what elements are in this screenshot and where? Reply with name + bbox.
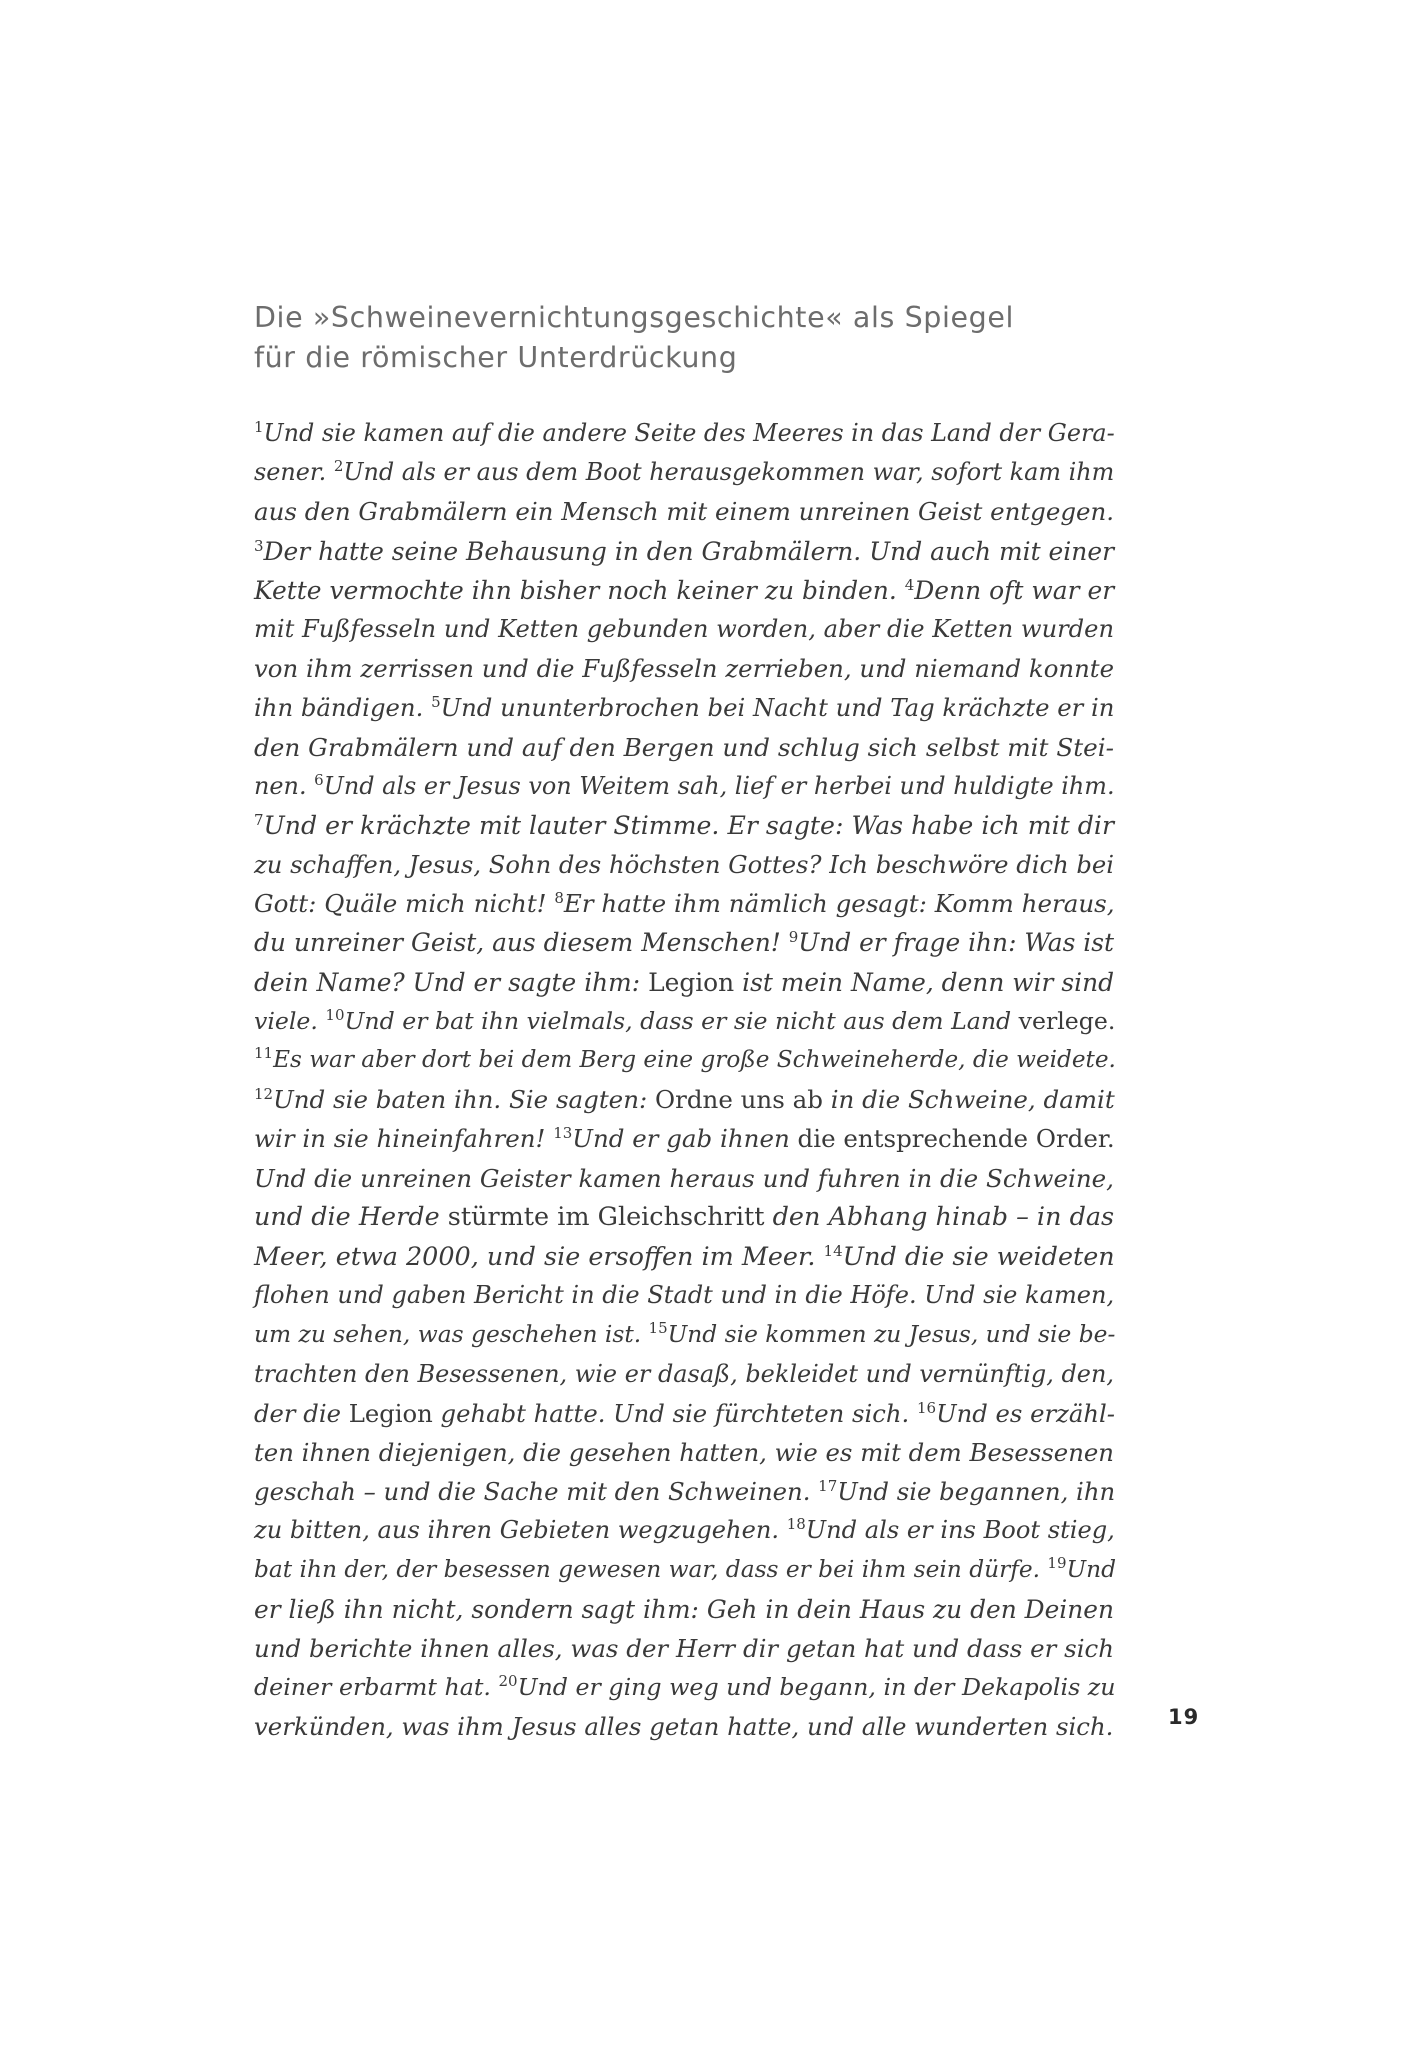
passage-line <box>254 688 1114 727</box>
passage-line <box>254 649 1114 688</box>
italic-text: Gott: Quäle mich nicht! <box>254 889 555 919</box>
italic-text: von ihm zerrissen und die Fußfesseln zerrieben, und niemand konnte <box>254 654 1114 684</box>
upright-text: Ordne uns ab <box>655 1085 823 1115</box>
italic-text: den Abhang hinab – in das <box>764 1201 1115 1232</box>
verse-number: 10 <box>325 1005 345 1024</box>
italic-text: der die <box>254 1398 349 1428</box>
verse-number: 1 <box>254 418 264 436</box>
passage-line <box>254 1668 1114 1707</box>
italic-text: sener. <box>254 458 334 487</box>
italic-text: Und <box>1066 1556 1117 1584</box>
upright-text: stürmte im Gleichschritt <box>447 1201 765 1232</box>
passage-line <box>254 1511 1114 1550</box>
verse-number: 14 <box>823 1241 843 1260</box>
italic-text: Der hatte seine Behausung in den Grabmälern. Und auch mit einer <box>263 536 1114 566</box>
italic-text: nen. <box>254 771 315 800</box>
verse-number: 6 <box>314 770 324 789</box>
italic-text: gehabt hatte. Und sie fürchteten sich. <box>432 1398 917 1428</box>
italic-text: Und sie kommen zu Jesus, und sie be- <box>667 1320 1116 1349</box>
passage-line <box>254 571 1114 610</box>
verse-number: 19 <box>1047 1554 1067 1573</box>
italic-text: Und als er Jesus von Weitem sah, lief er herbei und huldigte ihm. <box>323 771 1115 800</box>
italic-text: Meer, etwa 2000, und sie ersoffen im Meer. <box>254 1240 824 1271</box>
passage-line <box>254 1707 1114 1746</box>
verse-number: 15 <box>648 1319 668 1338</box>
italic-text: Und sie begannen, ihn <box>837 1477 1116 1507</box>
italic-text: Und sie kamen auf die andere Seite des Meeres in das Land der Gera- <box>263 419 1115 447</box>
italic-text: Und als er aus dem Boot herausgekommen war, sofort kam ihm <box>343 458 1115 487</box>
passage-line <box>254 1394 1114 1433</box>
italic-text: zu bitten, aus ihren Gebieten wegzugehen. <box>254 1516 787 1545</box>
passage-line <box>254 923 1114 962</box>
italic-text: ist mein Name, denn wir sind <box>734 967 1114 997</box>
passage-line <box>254 610 1114 649</box>
passage-line <box>254 1355 1114 1394</box>
passage-line <box>254 728 1114 767</box>
italic-text: und die Herde <box>254 1201 448 1232</box>
italic-text: ihn bändigen. <box>254 693 432 723</box>
italic-text: wir in sie hineinfahren! <box>254 1124 554 1154</box>
verse-number: 20 <box>498 1672 518 1690</box>
verse-number: 11 <box>254 1044 274 1062</box>
passage-line <box>254 1433 1114 1472</box>
passage-line <box>254 1002 1114 1041</box>
italic-text: Und ununterbrochen bei Nacht und Tag krächzte er in <box>440 693 1115 723</box>
verse-number: 5 <box>431 693 441 712</box>
italic-text: Denn oft war er <box>914 575 1115 605</box>
italic-text: zu schaffen, Jesus, Sohn des höchsten Gottes? Ich beschwöre dich bei <box>254 850 1115 880</box>
upright-text: verlege. <box>1018 1006 1116 1035</box>
passage-line <box>254 532 1114 571</box>
verse-number: 17 <box>818 1477 838 1496</box>
italic-text: um zu sehen, was geschehen ist. <box>254 1320 649 1349</box>
passage-line <box>254 884 1114 923</box>
italic-text: verkünden, was ihm Jesus alles getan hatte, und alle wunderten sich. <box>254 1712 1114 1742</box>
italic-text: Und er frage ihn: Was ist <box>798 928 1114 958</box>
italic-text: deiner erbarmt hat. <box>254 1673 499 1701</box>
verse-number: 12 <box>254 1085 274 1104</box>
italic-text: bat ihn der, der besessen gewesen war, dass er bei ihm sein dürfe. <box>254 1556 1048 1584</box>
passage-line <box>254 492 1114 531</box>
passage-line <box>254 806 1114 845</box>
italic-text: Und er krächzte mit lauter Stimme. Er sagte: Was habe ich mit dir <box>263 810 1114 840</box>
passage-line <box>254 845 1114 884</box>
section-heading-line-2: für die römischer Unterdrückung <box>254 341 738 374</box>
italic-text: Und er gab ihnen <box>572 1124 798 1154</box>
italic-text: er ließ ihn nicht, sondern sagt ihm: Geh in dein Haus zu den Deinen <box>254 1594 1114 1624</box>
italic-text: den Grabmälern und auf den Bergen und schlug sich selbst mit Stei- <box>254 732 1114 762</box>
verse-number: 9 <box>788 928 799 947</box>
italic-text: aus den Grabmälern ein Mensch mit einem unreinen Geist entgegen. <box>254 497 1115 527</box>
passage-line <box>254 1237 1114 1276</box>
italic-text: viele. <box>254 1006 326 1035</box>
passage-line <box>254 1629 1114 1668</box>
scripture-passage <box>254 414 1117 1746</box>
italic-text: und berichte ihnen alles, was der Herr dir getan hat und dass er sich <box>254 1633 1114 1663</box>
passage-line <box>254 1315 1114 1354</box>
passage-line <box>254 1159 1114 1198</box>
italic-text: du unreiner Geist, aus diesem Menschen! <box>254 928 789 958</box>
passage-line <box>254 767 1114 806</box>
italic-text: Und die sie weideten <box>842 1240 1115 1271</box>
page-number: 19 <box>1168 1705 1200 1729</box>
italic-text: Kette vermochte ihn bisher noch keiner zu binden. <box>254 575 905 605</box>
passage-line <box>254 1080 1114 1119</box>
italic-text: flohen und gaben Bericht in die Stadt und in die Höfe. Und sie kamen, <box>254 1281 1115 1310</box>
italic-text: Und es erzähl- <box>936 1398 1115 1428</box>
passage-line <box>254 1550 1117 1589</box>
passage-line <box>254 453 1114 492</box>
passage-line <box>254 963 1114 1002</box>
verse-number: 2 <box>333 457 344 476</box>
upright-text: Legion <box>648 967 735 997</box>
verse-number: 3 <box>254 536 264 555</box>
italic-text: in die Schweine, damit <box>822 1085 1115 1115</box>
italic-text: Und als er ins Boot stieg, <box>805 1516 1115 1545</box>
verse-number: 13 <box>553 1124 573 1143</box>
passage-line <box>254 1472 1114 1511</box>
passage-line <box>254 1119 1114 1158</box>
italic-text: Es war aber dort bei dem Berg eine große Schweineherde, die weidete. <box>273 1047 1116 1073</box>
italic-text: geschah – und die Sache mit den Schweinen. <box>254 1477 819 1507</box>
upright-text: Legion <box>348 1398 433 1428</box>
italic-text: Und er ging weg und begann, in der Dekapolis zu <box>517 1673 1116 1701</box>
italic-text: Er hatte ihm nämlich gesagt: Komm heraus, <box>563 889 1115 919</box>
passage-line <box>254 414 1114 453</box>
verse-number: 4 <box>904 575 915 594</box>
verse-number: 16 <box>917 1398 937 1417</box>
section-heading-line-1: Die »Schweinevernichtungsgeschichte« als Spiegel <box>254 301 1014 334</box>
upright-text: die entsprechende Order. <box>797 1124 1115 1154</box>
passage-line <box>254 1041 1114 1080</box>
section-heading <box>254 298 1154 378</box>
verse-number: 8 <box>554 889 564 908</box>
italic-text: ten ihnen diejenigen, die gesehen hatten, wie es mit dem Besessenen <box>254 1437 1114 1467</box>
passage-line <box>254 1276 1114 1315</box>
italic-text: Und die unreinen Geister kamen heraus und fuhren in die Schweine, <box>254 1163 1114 1193</box>
italic-text: Und er bat ihn vielmals, dass er sie nicht aus dem Land <box>344 1006 1019 1035</box>
italic-text: trachten den Besessenen, wie er dasaß, bekleidet und vernünftig, den, <box>254 1359 1114 1388</box>
passage-line <box>254 1198 1114 1237</box>
italic-text: dein Name? Und er sagte ihm: <box>254 967 649 997</box>
italic-text: mit Fußfesseln und Ketten gebunden worden, aber die Ketten wurden <box>254 614 1114 643</box>
passage-line <box>254 1590 1114 1629</box>
verse-number: 18 <box>786 1515 806 1534</box>
verse-number: 7 <box>254 810 264 829</box>
italic-text: Und sie baten ihn. Sie sagten: <box>273 1085 656 1115</box>
